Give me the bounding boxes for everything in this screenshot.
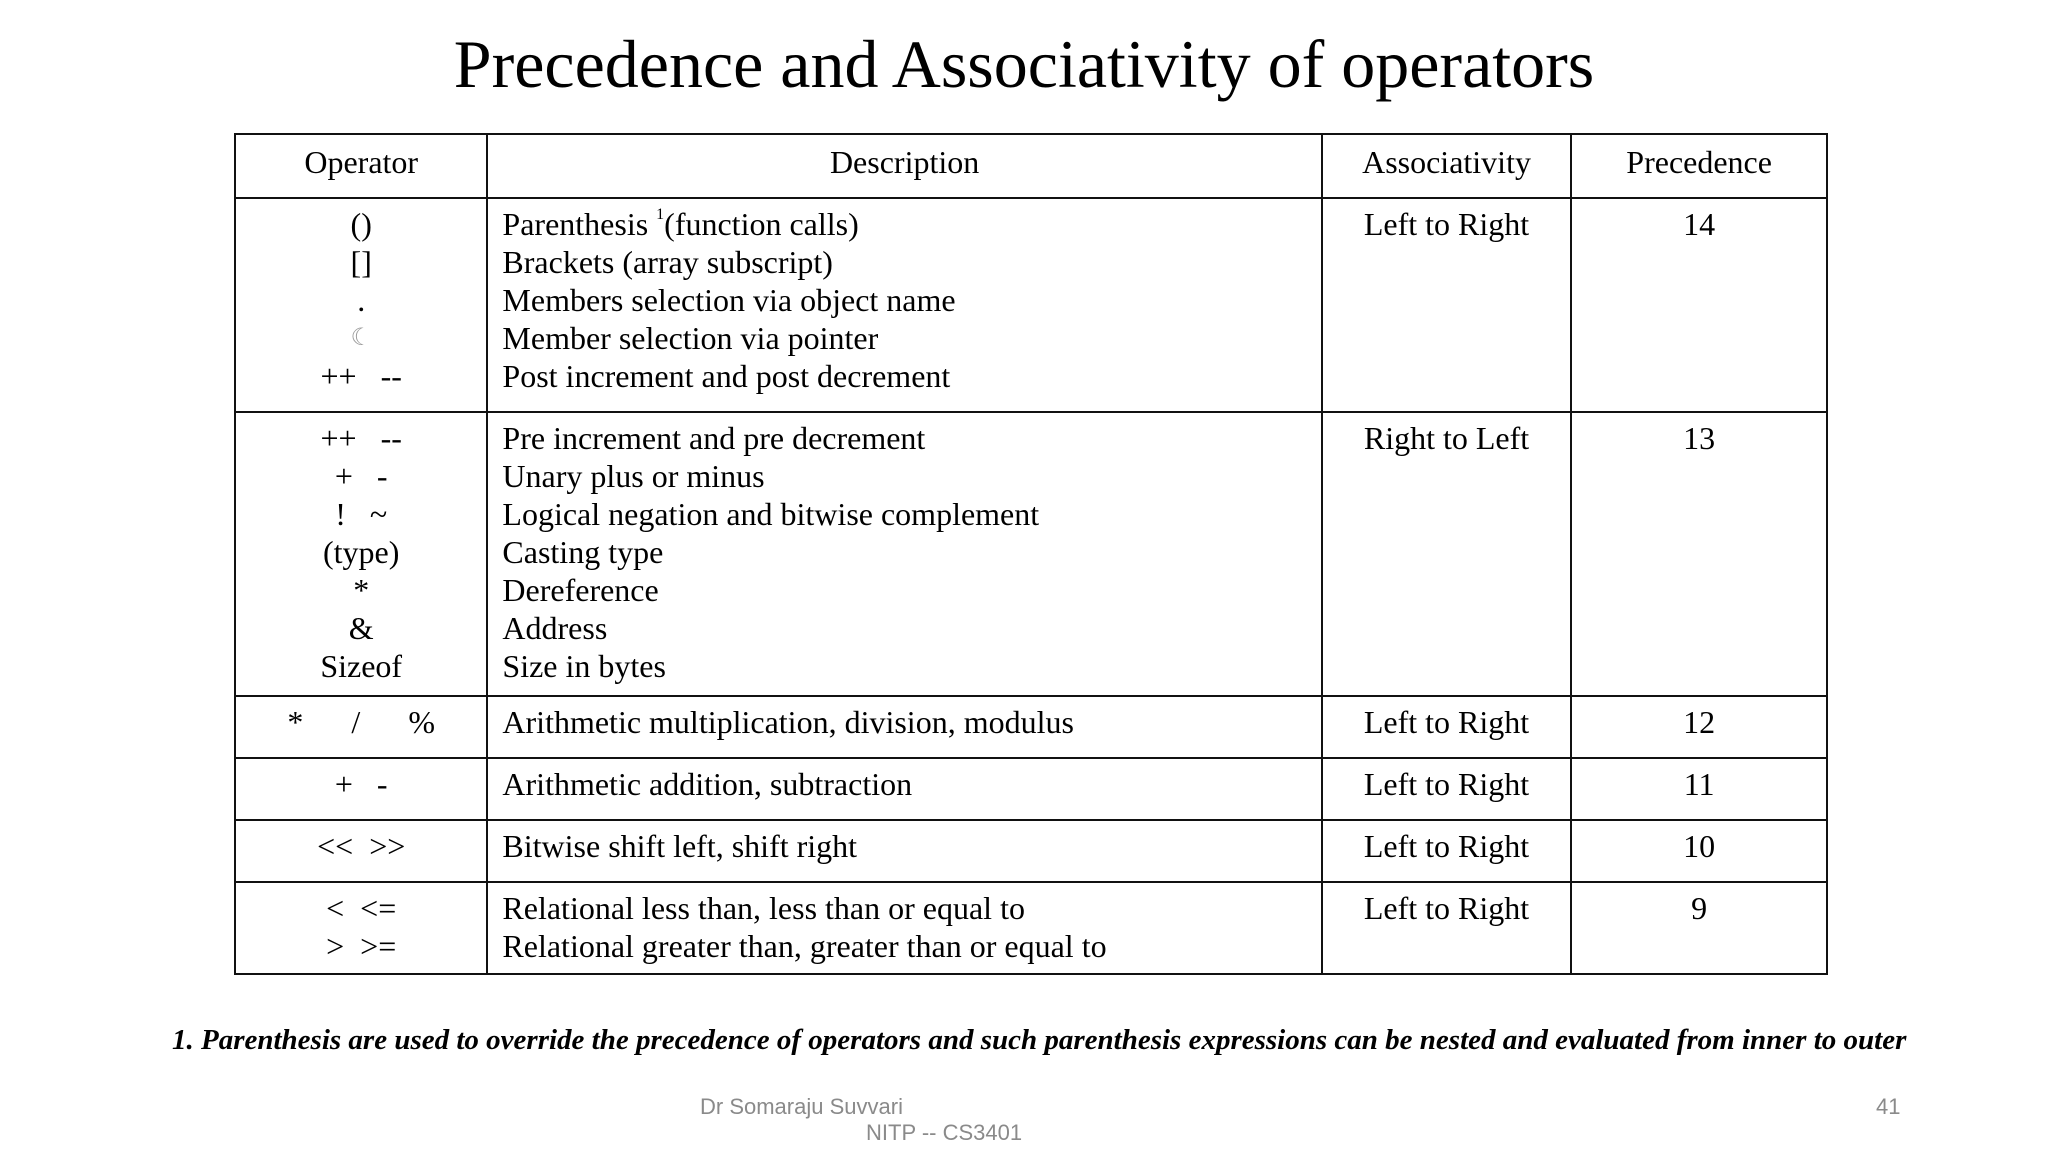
operator-symbol: . [357, 282, 366, 318]
description-cell [487, 882, 1321, 974]
header-operator: Operator [235, 134, 487, 198]
precedence-cell: 14 [1571, 198, 1827, 412]
associativity-cell: Left to Right [1322, 696, 1571, 758]
operator-symbol: << >> [317, 828, 406, 864]
associativity-cell: Left to Right [1322, 198, 1571, 412]
operator-symbol: > >= [326, 928, 397, 964]
description-line: Casting type [502, 534, 664, 570]
table-row [235, 412, 1827, 696]
table-header-row [235, 134, 1827, 198]
description-cell [487, 820, 1321, 882]
operator-symbol: [] [350, 244, 372, 280]
description-line: Post increment and post decrement [502, 358, 951, 394]
operator-symbol: Sizeof [320, 648, 403, 684]
operator-cell [235, 758, 487, 820]
operator-symbol: & [348, 610, 374, 646]
description-line: Logical negation and bitwise complement [502, 496, 1040, 532]
precedence-cell: 13 [1571, 412, 1827, 696]
header-description: Description [487, 134, 1321, 198]
description-line: Relational greater than, greater than or equal to [502, 928, 1107, 964]
description-cell [487, 696, 1321, 758]
description-line: Brackets (array subscript) [502, 244, 833, 280]
description-line: Members selection via object name [502, 282, 956, 318]
description-line [502, 205, 1306, 243]
table-row [235, 198, 1827, 412]
associativity-cell: Left to Right [1322, 758, 1571, 820]
footnote: 1. Parenthesis are used to override the precedence of operators and such parenthesis expressions can be nested and evaluated from inner to outer [172, 1024, 1907, 1056]
operator-symbol: < <= [326, 890, 397, 926]
description-cell [487, 412, 1321, 696]
description-cell [487, 198, 1321, 412]
page-number: 41 [1876, 1094, 1901, 1119]
description-text: (function calls) [664, 206, 859, 242]
associativity-cell: Left to Right [1322, 882, 1571, 974]
header-associativity: Associativity [1322, 134, 1571, 198]
footnote-marker: 1 [656, 206, 665, 223]
description-line: Relational less than, less than or equal to [502, 890, 1025, 926]
operator-cell [235, 882, 487, 974]
precedence-cell: 10 [1571, 820, 1827, 882]
precedence-cell: 9 [1571, 882, 1827, 974]
table-row [235, 758, 1827, 820]
description-line: Arithmetic addition, subtraction [502, 766, 913, 802]
footer-author: Dr Somaraju Suvvari [700, 1094, 903, 1119]
operator-cell [235, 412, 487, 696]
operator-cell [235, 696, 487, 758]
description-line: Unary plus or minus [502, 458, 765, 494]
description-cell [487, 758, 1321, 820]
operator-symbol: * / % [287, 704, 435, 740]
operator-symbol: ++ -- [320, 420, 402, 456]
description-text: Parenthesis [502, 206, 657, 242]
slide-title: Precedence and Associativity of operators [453, 26, 1595, 102]
operator-symbol: + - [334, 458, 388, 494]
description-line: Bitwise shift left, shift right [502, 828, 858, 864]
operator-cell [235, 198, 487, 412]
operator-symbol: * [353, 572, 370, 608]
associativity-cell: Right to Left [1322, 412, 1571, 696]
description-line: Size in bytes [502, 648, 666, 684]
precedence-cell: 11 [1571, 758, 1827, 820]
associativity-cell: Left to Right [1322, 820, 1571, 882]
operator-symbol: ! ~ [335, 496, 388, 532]
description-line: Member selection via pointer [502, 320, 879, 356]
operator-precedence-table [234, 133, 1828, 975]
footer-course: NITP -- CS3401 [866, 1120, 1023, 1145]
table-row [235, 882, 1827, 974]
operator-symbol: + - [334, 766, 388, 802]
operator-symbol: ++ -- [320, 358, 402, 394]
description-line: Arithmetic multiplication, division, modulus [502, 704, 1074, 740]
description-line: Dereference [502, 572, 659, 608]
table-row [235, 820, 1827, 882]
header-precedence: Precedence [1571, 134, 1827, 198]
operator-cell [235, 820, 487, 882]
operator-symbol: (type) [323, 534, 400, 570]
description-line: Address [502, 610, 608, 646]
operator-symbol: () [350, 206, 372, 242]
operator-symbol: ☾ [350, 325, 372, 351]
table-row [235, 696, 1827, 758]
description-line: Pre increment and pre decrement [502, 420, 926, 456]
precedence-cell: 12 [1571, 696, 1827, 758]
